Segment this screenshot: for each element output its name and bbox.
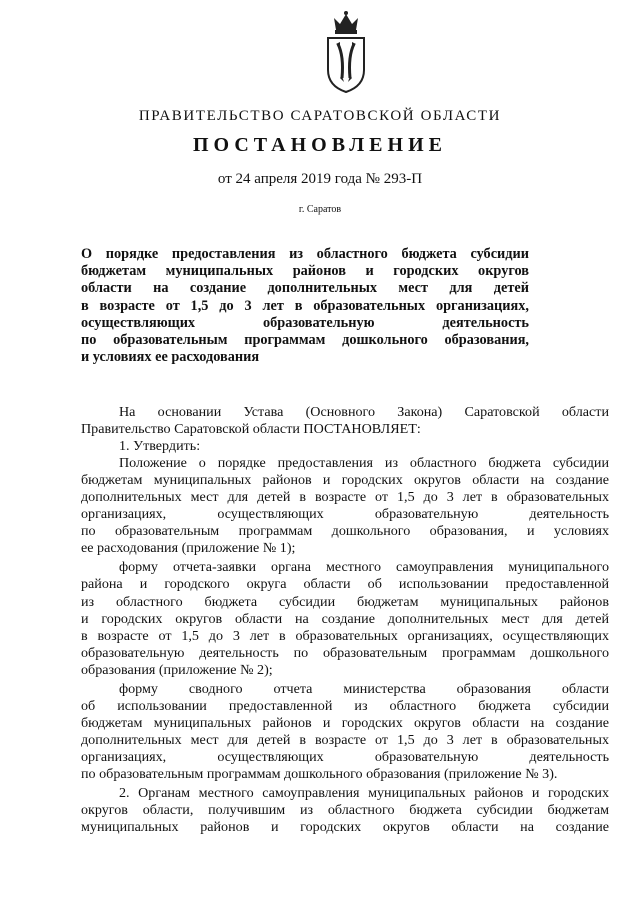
body-line: форму отчета-заявки органа местного самоуправления муниципального: [119, 559, 609, 576]
body-line: бюджетам муниципальных районов и городских округов области на создание: [81, 714, 609, 731]
body-line: ее расходования (приложение № 1);: [81, 540, 296, 557]
title-line: по образовательным программам дошкольного образования,: [81, 332, 529, 349]
document-type: ПОСТАНОВЛЕНИЕ: [193, 134, 447, 156]
body-line: форму сводного отчета министерства образования области: [119, 680, 609, 697]
body-line: по образовательным программам дошкольного образования (приложение № 3).: [81, 765, 558, 782]
body-line: образования (приложение № 2);: [81, 661, 273, 678]
body-line: муниципальных районов и городских округов области на создание: [81, 819, 609, 836]
body-line: округов области, получившим из областного бюджета субсидии бюджетам: [81, 802, 609, 819]
title-line: осуществляющих образовательную деятельность: [81, 314, 529, 331]
body-line: организациях, осуществляющих образовательную деятельность: [81, 748, 609, 765]
document-body: [81, 404, 609, 836]
body-line: организациях, осуществляющих образовательную деятельность: [81, 506, 609, 523]
body-line: дополнительных мест для детей в возрасте от 1,5 до 3 лет в образовательных: [81, 731, 609, 748]
title-line: области на создание дополнительных мест для детей: [81, 280, 529, 297]
body-line: по образовательным программам дошкольного образования, и условиях: [81, 523, 609, 540]
document-title: [81, 246, 529, 366]
organization-name: ПРАВИТЕЛЬСТВО САРАТОВСКОЙ ОБЛАСТИ: [138, 108, 502, 124]
title-line: О порядке предоставления из областного бюджета субсидии: [81, 246, 529, 262]
body-line: района и городского округа области об использовании предоставленной: [81, 576, 609, 593]
title-line: бюджетам муниципальных районов и городских округов: [81, 263, 529, 280]
body-line: Правительство Саратовской области ПОСТАНОВЛЯЕТ:: [81, 421, 421, 438]
title-line: в возрасте от 1,5 до 3 лет в образовательных организациях,: [81, 297, 529, 314]
coat-of-arms-icon: [324, 8, 368, 94]
body-line: бюджетам муниципальных районов и городских округов области на создание: [81, 472, 609, 489]
document-city: г. Саратов: [298, 204, 342, 215]
body-line: образовательную деятельность по образовательным программам дошкольного: [81, 644, 609, 661]
body-line: 1. Утвердить:: [119, 438, 201, 455]
body-line: 2. Органам местного самоуправления муниципальных районов и городских: [119, 785, 609, 802]
body-line: и городских округов области на создание дополнительных мест для детей: [81, 610, 609, 627]
body-line: об использовании предоставленной из областного бюджета субсидии: [81, 697, 609, 714]
body-line: На основании Устава (Основного Закона) Саратовской области: [119, 404, 609, 420]
document-date-number: от 24 апреля 2019 года № 293-П: [217, 171, 423, 187]
body-line: в возрасте от 1,5 до 3 лет в образовательных организациях, осуществляющих: [81, 627, 609, 644]
body-line: дополнительных мест для детей в возрасте от 1,5 до 3 лет в образовательных: [81, 489, 609, 506]
title-line: и условиях ее расходования: [81, 349, 260, 366]
body-line: из областного бюджета субсидии бюджетам муниципальных районов: [81, 593, 609, 610]
body-line: Положение о порядке предоставления из областного бюджета субсидии: [119, 455, 609, 472]
